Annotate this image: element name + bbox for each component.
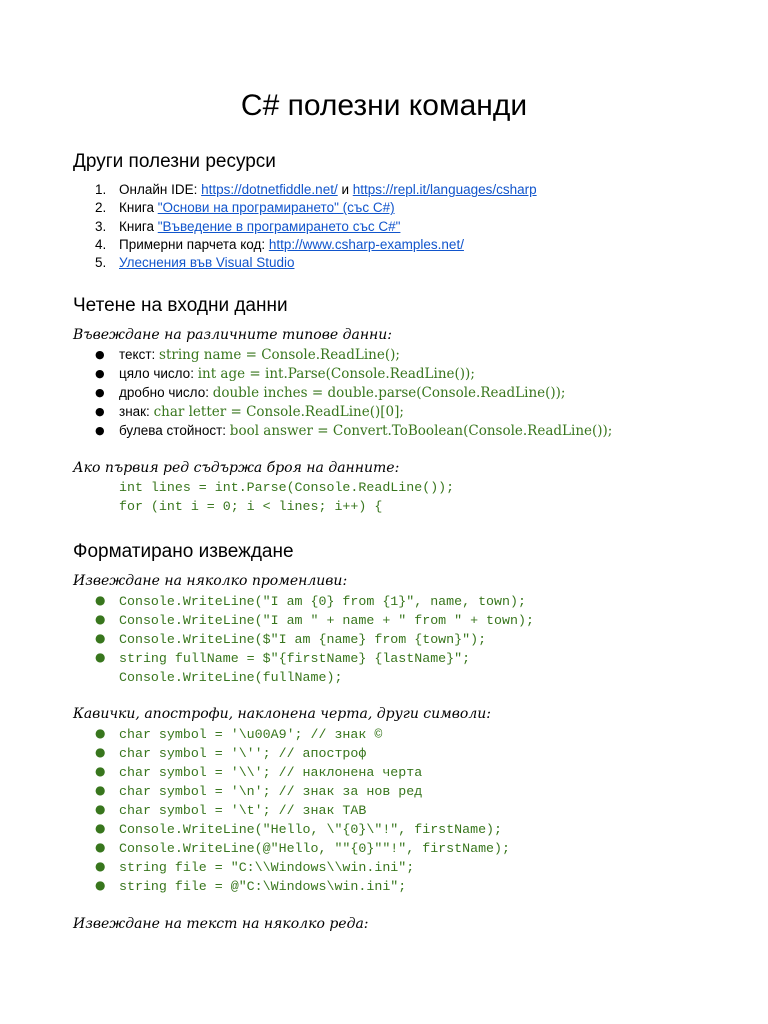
list-number: 3. xyxy=(95,218,107,234)
list-item xyxy=(73,648,534,667)
code-snippet: Console.WriteLine(fullName); xyxy=(119,670,343,685)
resources-heading: Други полезни ресурси xyxy=(73,151,276,172)
list-number: 2. xyxy=(95,200,107,216)
bullet-icon: ● xyxy=(95,631,106,645)
bullet-icon: ● xyxy=(95,593,106,607)
bullet-icon: ● xyxy=(95,859,106,873)
code-snippet: Console.WriteLine(@"Hello, ""{0}""!", firstName); xyxy=(119,841,510,856)
list-item xyxy=(73,236,537,254)
list-text: Книга xyxy=(119,200,158,216)
output-intro: Извеждане на няколко променливи: xyxy=(73,573,348,589)
code-snippet: string fullName = $"{firstName} {lastName}"; xyxy=(119,651,471,666)
list-item xyxy=(73,743,510,762)
list-item xyxy=(73,629,534,648)
list-item xyxy=(73,724,510,743)
list-item xyxy=(73,383,612,402)
list-item xyxy=(73,591,534,610)
code-snippet: char symbol = '\t'; // знак TAB xyxy=(119,803,367,818)
page-title: C# полезни команди xyxy=(240,89,528,122)
code-line: for (int i = 0; i < lines; i++) { xyxy=(119,499,383,514)
code-snippet: string file = "C:\\Windows\\win.ini"; xyxy=(119,860,415,875)
list-item xyxy=(73,402,612,421)
bullet-icon: ● xyxy=(95,367,105,380)
list-item xyxy=(73,876,510,895)
bullet-icon: ● xyxy=(95,650,106,664)
list-number: 4. xyxy=(95,236,107,252)
input-intro: Въвеждане на различните типове данни: xyxy=(73,327,393,343)
list-item xyxy=(73,199,537,217)
code-snippet: char symbol = '\n'; // знак за нов ред xyxy=(119,784,423,799)
bullet-icon: ● xyxy=(95,405,105,418)
code-block xyxy=(119,478,454,516)
multiline-intro: Извеждане на текст на няколко реда: xyxy=(73,916,369,932)
visual-studio-tips-link[interactable]: Улеснения във Visual Studio xyxy=(119,255,295,271)
code-snippet: Console.WriteLine("Hello, \"{0}\"!", firstName); xyxy=(119,822,503,837)
code-snippet: int age = int.Parse(Console.ReadLine()); xyxy=(197,366,475,382)
bullet-icon: ● xyxy=(95,802,106,816)
list-item xyxy=(73,345,612,364)
resources-list xyxy=(73,181,537,272)
list-item xyxy=(73,610,534,629)
bullet-icon: ● xyxy=(95,821,106,835)
bullet-icon: ● xyxy=(95,783,106,797)
bullet-icon: ● xyxy=(95,386,105,399)
list-item-continuation xyxy=(73,667,534,686)
item-label: текст: xyxy=(119,347,160,362)
dotnetfiddle-link[interactable]: https://dotnetfiddle.net/ xyxy=(201,182,338,197)
list-item xyxy=(73,421,612,440)
list-item xyxy=(73,838,510,857)
list-item xyxy=(73,781,510,800)
list-item xyxy=(73,181,537,199)
code-snippet: char symbol = '\\'; // наклонена черта xyxy=(119,765,423,780)
bullet-icon: ● xyxy=(95,424,105,437)
bullet-icon: ● xyxy=(95,840,106,854)
list-text: Книга xyxy=(119,218,158,234)
code-snippet: string name = Console.ReadLine(); xyxy=(159,347,400,363)
book-intro-link[interactable]: "Въведение в програмирането със C#" xyxy=(157,218,401,234)
bullet-icon: ● xyxy=(95,348,105,361)
bullet-icon: ● xyxy=(95,878,106,892)
list-text: Онлайн IDE: xyxy=(119,182,202,197)
list-text: Примерни парчета код: xyxy=(119,236,269,252)
list-item xyxy=(73,800,510,819)
bullet-icon: ● xyxy=(95,612,106,626)
output-code-list xyxy=(73,591,534,686)
item-label: дробно число: xyxy=(119,385,213,400)
code-snippet: bool answer = Convert.ToBoolean(Console.ReadLine()); xyxy=(229,423,613,439)
list-item xyxy=(73,218,537,236)
book-basics-link[interactable]: "Основи на програмирането" (със C#) xyxy=(157,200,395,216)
code-snippet: Console.WriteLine("I am " + name + " from " + town); xyxy=(119,613,534,628)
code-snippet: Console.WriteLine("I am {0} from {1}", name, town); xyxy=(119,594,526,609)
replit-link[interactable]: https://repl.it/languages/csharp xyxy=(352,182,537,197)
list-item xyxy=(73,364,612,383)
csharp-examples-link[interactable]: http://www.csharp-examples.net/ xyxy=(268,236,464,252)
bullet-icon: ● xyxy=(95,726,106,740)
item-label: знак: xyxy=(119,404,154,419)
item-label: булева стойност: xyxy=(119,423,230,438)
bullet-icon: ● xyxy=(95,764,106,778)
list-item xyxy=(73,857,510,876)
item-label: цяло число: xyxy=(119,366,198,381)
list-item xyxy=(73,762,510,781)
list-text: и xyxy=(337,182,353,197)
code-snippet: Console.WriteLine($"I am {name} from {town}"); xyxy=(119,632,487,647)
code-snippet: char symbol = '\u00A9'; // знак © xyxy=(119,727,383,742)
escape-code-list xyxy=(73,724,510,895)
list-number: 5. xyxy=(95,255,107,271)
escape-intro: Кавички, апострофи, наклонена черта, други символи: xyxy=(73,706,491,722)
input-types-list xyxy=(73,345,612,440)
code-snippet: string file = @"C:\Windows\win.ini"; xyxy=(119,879,407,894)
code-snippet: char symbol = '\''; // апостроф xyxy=(119,746,367,761)
output-heading: Форматирано извеждане xyxy=(73,541,294,562)
code-snippet: double inches = double.parse(Console.ReadLine()); xyxy=(212,385,566,401)
bullet-icon: ● xyxy=(95,745,106,759)
list-item xyxy=(73,254,537,272)
input-intro-count: Ако първия ред съдържа броя на данните: xyxy=(73,460,400,476)
list-item xyxy=(73,819,510,838)
code-snippet: char letter = Console.ReadLine()[0]; xyxy=(153,404,404,420)
input-heading: Четене на входни данни xyxy=(73,295,288,316)
list-number: 1. xyxy=(95,182,107,197)
code-line: int lines = int.Parse(Console.ReadLine()); xyxy=(119,480,455,495)
